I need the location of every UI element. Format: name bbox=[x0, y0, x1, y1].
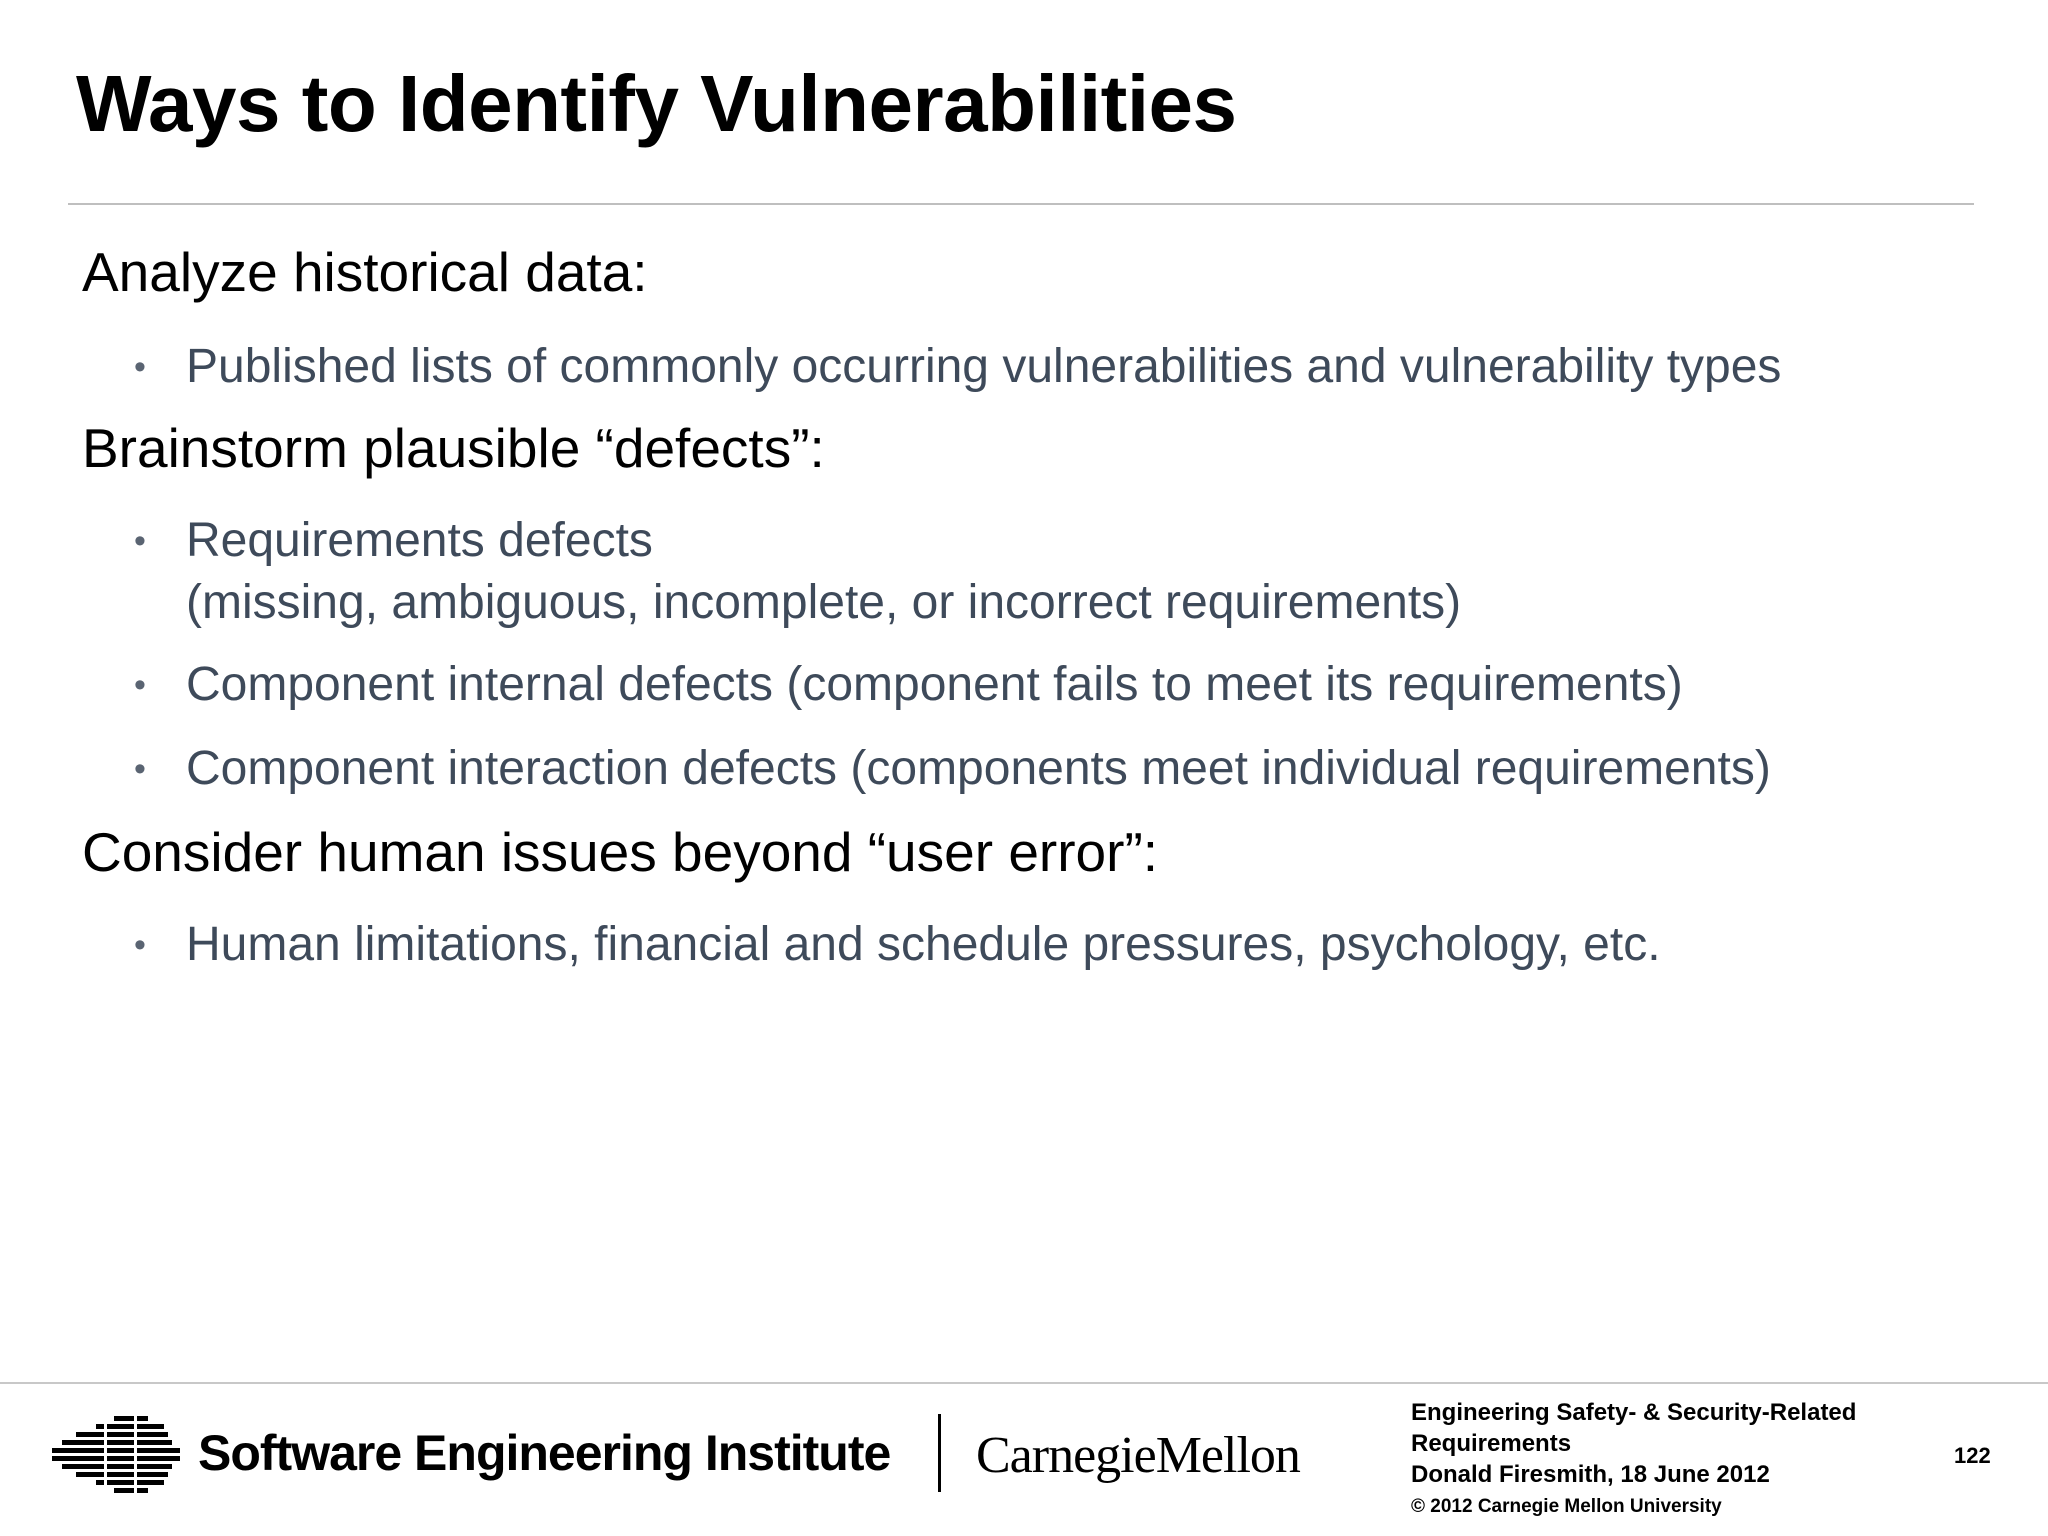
footer-copyright: © 2012 Carnegie Mellon University bbox=[1411, 1496, 1722, 1517]
bullet-text: Component interaction defects (components meet individual requirements) bbox=[186, 742, 1771, 795]
sei-logo-icon bbox=[52, 1416, 182, 1496]
footer-divider bbox=[0, 1382, 2048, 1384]
bullet-text: Requirements defects bbox=[186, 514, 653, 567]
section-heading-brainstorm: Brainstorm plausible “defects”: bbox=[82, 417, 825, 479]
cmu-wordmark: CarnegieMellon bbox=[976, 1427, 1300, 1484]
bullet-dot-icon: • bbox=[134, 348, 146, 386]
bullet-text: Human limitations, financial and schedule pressures, psychology, etc. bbox=[186, 918, 1661, 971]
sei-wordmark: Software Engineering Institute bbox=[198, 1425, 891, 1481]
section-heading-historical-data: Analyze historical data: bbox=[82, 241, 648, 303]
footer-info-line: Requirements bbox=[1411, 1430, 1572, 1457]
bullet-dot-icon: • bbox=[134, 522, 146, 560]
logo-divider bbox=[938, 1414, 941, 1492]
bullet-dot-icon: • bbox=[134, 926, 146, 964]
bullet-text: Published lists of commonly occurring vulnerabilities and vulnerability types bbox=[186, 340, 1782, 393]
bullet-dot-icon: • bbox=[134, 750, 146, 788]
slide-title: Ways to Identify Vulnerabilities bbox=[76, 59, 1237, 148]
page-number: 122 bbox=[1954, 1443, 1991, 1468]
title-divider bbox=[68, 203, 1974, 205]
bullet-text: Component internal defects (component fails to meet its requirements) bbox=[186, 658, 1683, 711]
footer-author-date: Donald Firesmith, 18 June 2012 bbox=[1411, 1461, 1770, 1488]
footer-presentation-info bbox=[1411, 1397, 1931, 1490]
bullet-dot-icon: • bbox=[134, 666, 146, 704]
footer-info-line: Engineering Safety- & Security-Related bbox=[1411, 1399, 1857, 1426]
bullet-text-continuation: (missing, ambiguous, incomplete, or incorrect requirements) bbox=[186, 576, 1462, 629]
section-heading-human-issues: Consider human issues beyond “user error”: bbox=[82, 821, 1159, 883]
